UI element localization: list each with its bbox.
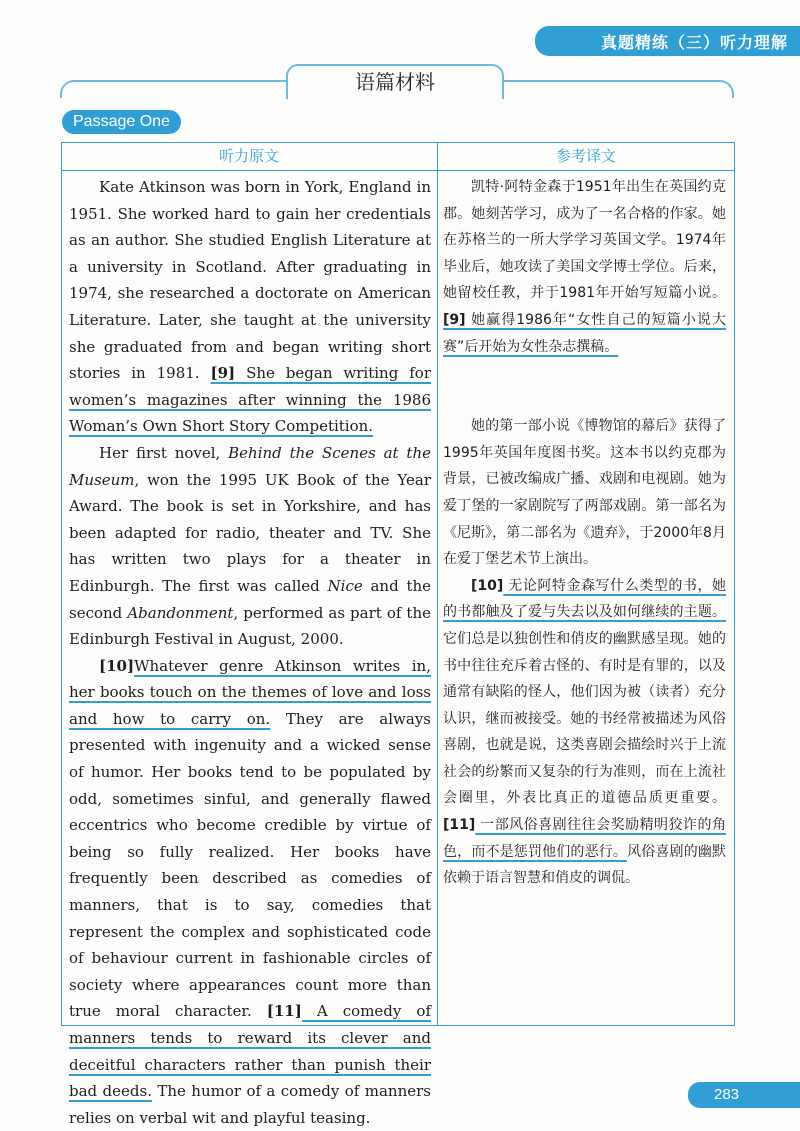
english-paragraph-1: Kate Atkinson was born in York, England in 1951. She worked hard to gain her credentials as an author. She studied English Literature at a university in Scotland. After graduating in 1974, she researched a doctorate on American Literature. Later, she taught at the university she graduated from and began writing short stories in 1981. [9] She began writing for women’s magazines after winning the 1986 Woman’s Own Short Story Competition. bbox=[69, 178, 432, 436]
english-paragraph-3: [10]Whatever genre Atkinson writes in, her books touch on the themes of love and loss and how to carry on. They are always presented with ingenuity and a wicked sense of humor. Her books tend to be populated by odd, sometimes sinful, and generally flawed eccentrics who become credible by virtue of being so fully realized. Her books have frequently been described as comedies of manners, that is to say, comedies that represent the complex and sophisticated code of behaviour current in fashionable circles of society where appearances count more than true moral character. [11] A comedy of manners tends to reward its clever and deceitful characters rather than punish their bad deeds. The humor of a comedy of manners relies on verbal wit and playful teasing. bbox=[69, 656, 432, 1127]
novel-title: Behind the Scenes at the Museum bbox=[69, 443, 431, 489]
zh-key-sentence-9: 她赢得1986年“女性自己的短篇小说大赛”后开始为女性杂志撰稿。 bbox=[443, 311, 726, 355]
play-title-1: Nice bbox=[327, 576, 363, 595]
zh-question-tag-11: [11] bbox=[443, 817, 476, 834]
chinese-paragraph-1: 凯特·阿特金森于1951年出生在英国约克郡。她刻苦学习，成为了一名合格的作家。她在苏格兰的一所大学学习英国文学。1974年毕业后，她攻读了美国文学博士学位。后来，她留校任教，并于1981年开始写短篇小说。[9] 她赢得1986年“女性自己的短篇小说大赛”后开始为女性杂志撰稿。 bbox=[443, 179, 726, 355]
chinese-paragraph-2: 她的第一部小说《博物馆的幕后》获得了1995年英国年度图书奖。这本书以约克郡为背景，已被改编成广播、戏剧和电视剧。她为爱丁堡的一家剧院写了两部戏剧。第一部名为《尼斯》，第二部名为《遗弃》，于2000年8月在爱丁堡艺术节上演出。 bbox=[443, 418, 726, 568]
english-text-column bbox=[69, 174, 431, 1131]
zh-question-tag-10: [10] bbox=[471, 577, 504, 594]
column-divider bbox=[437, 142, 438, 1026]
play-title-2: Abandonment bbox=[127, 603, 234, 622]
section-header-band bbox=[535, 26, 800, 56]
key-sentence-10: Whatever genre Atkinson writes in, her books touch on the themes of love and loss and how to carry on. bbox=[69, 656, 431, 728]
column-header-original: 听力原文 bbox=[218, 147, 279, 165]
passage-label: Passage One bbox=[62, 110, 181, 134]
zh-key-sentence-11: 一部风俗喜剧往往会奖励精明狡诈的角色，而不是惩罚他们的恶行。 bbox=[443, 817, 726, 860]
key-sentence-11: A comedy of manners tends to reward its clever and deceitful characters rather than punish their bad deeds. bbox=[69, 1002, 432, 1101]
zh-question-tag-9: [9] bbox=[443, 311, 466, 328]
page-title: 语篇材料 bbox=[286, 64, 504, 99]
key-sentence-9: She began writing for women’s magazines after winning the 1986 Woman’s Own Short Story Competition. bbox=[69, 364, 432, 436]
section-title: 真题精练（三）听力理解 bbox=[600, 33, 788, 52]
page-number: 283 bbox=[688, 1082, 800, 1108]
question-tag-9: [9] bbox=[210, 364, 236, 383]
chinese-text-column bbox=[443, 174, 726, 892]
question-tag-11: [11] bbox=[266, 1002, 302, 1021]
column-header-translation: 参考译文 bbox=[555, 147, 616, 165]
header-divider bbox=[61, 170, 735, 171]
question-tag-10: [10] bbox=[99, 656, 135, 675]
zh-key-sentence-10: 无论阿特金森写什么类型的书，她的书都触及了爱与失去以及如何继续的主题。 bbox=[443, 577, 726, 621]
english-paragraph-2: Her first novel, Behind the Scenes at the Museum, won the 1995 UK Book of the Year Award. The book is set in Yorkshire, and has been adapted for radio, theater and TV. She has written two plays for a theater in Edinburgh. The first was called Nice and the second Abandonment, performed as part of the Edinburgh Festival in August, 2000. bbox=[69, 443, 432, 649]
chinese-paragraph-3: [10] 无论阿特金森写什么类型的书，她的书都触及了爱与失去以及如何继续的主题。它们总是以独创性和俏皮的幽默感呈现。她的书中往往充斥着古怪的、有时是有罪的，以及通常有缺陷的怪人，他们因为被（读者）充分认识，继而被接受。她的书经常被描述为风俗喜剧，也就是说，这类喜剧会描绘时兴于上流社会的纷繁而又复杂的行为准则，而在上流社会圈里，外表比真正的道德品质更重要。[11] 一部风俗喜剧往往会奖励精明狡诈的角色，而不是惩罚他们的恶行。风俗喜剧的幽默依赖于语言智慧和俏皮的调侃。 bbox=[443, 577, 727, 887]
